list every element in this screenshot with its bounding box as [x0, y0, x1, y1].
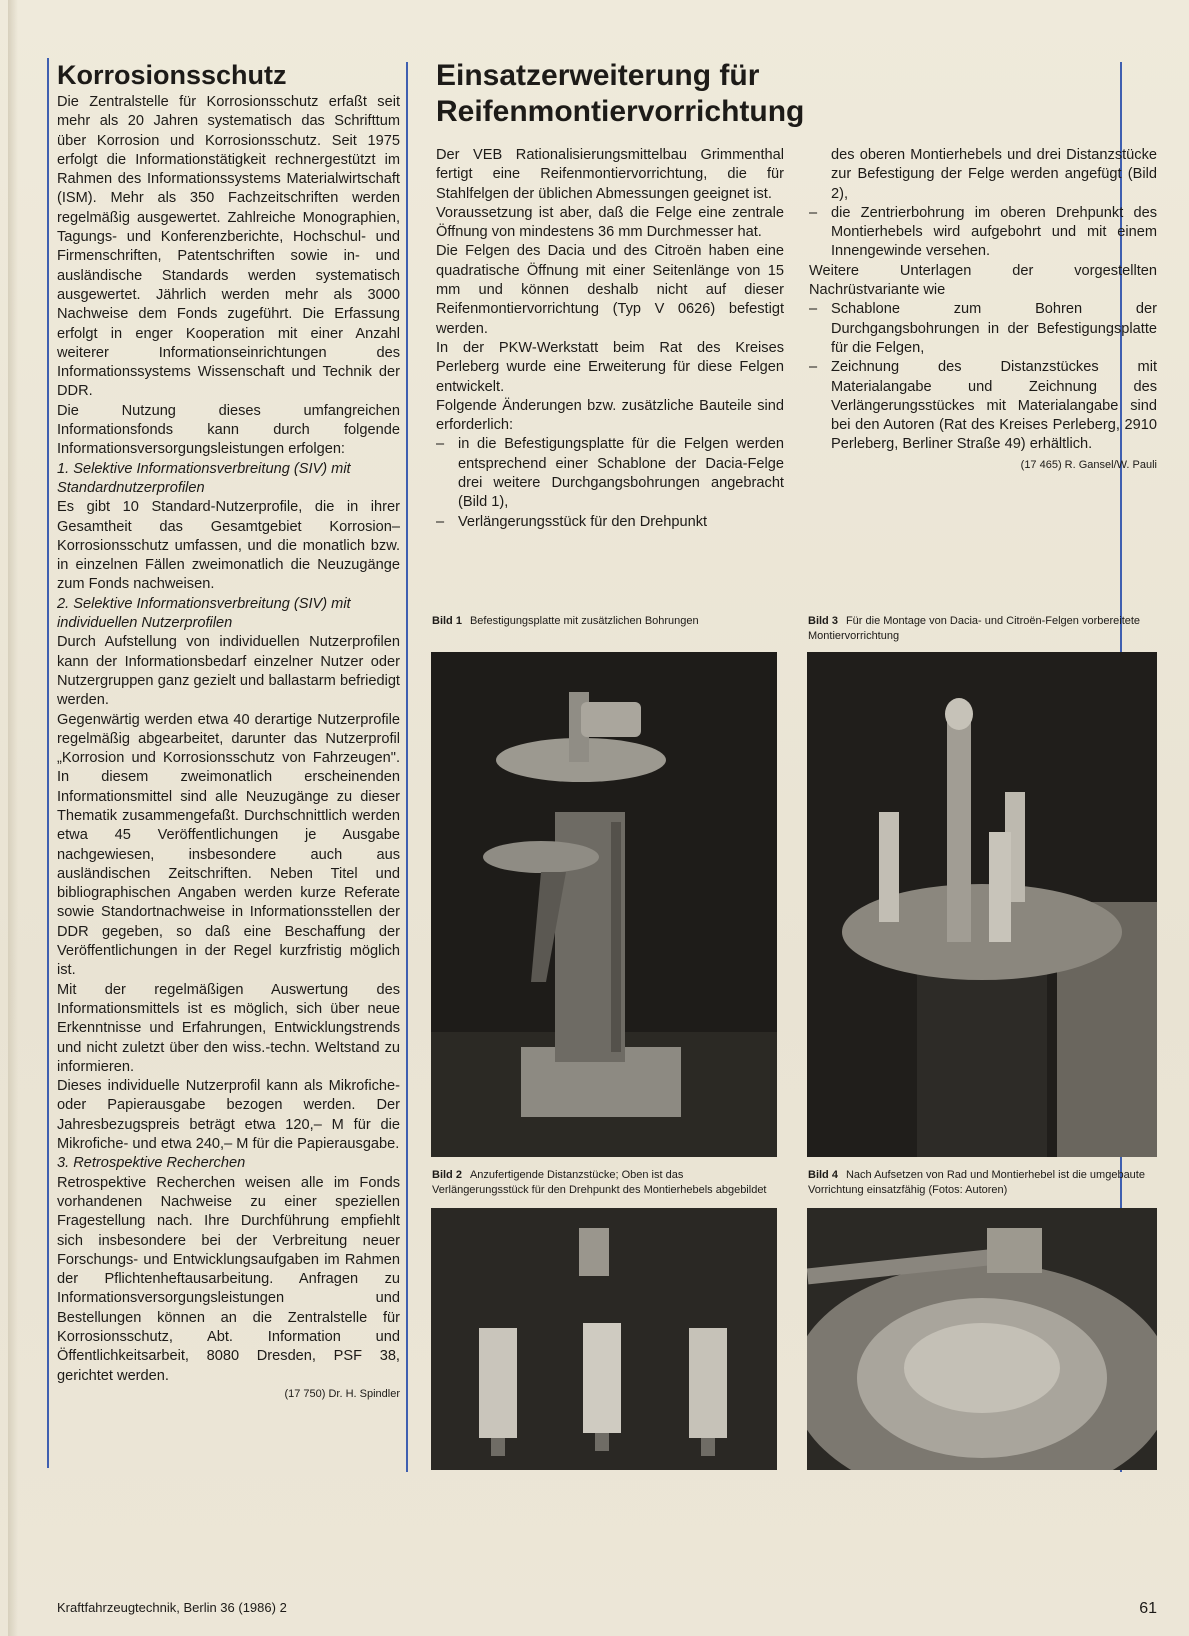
journal-citation: Kraftfahrzeugtechnik, Berlin 36 (1986) 2: [57, 1600, 287, 1615]
caption-bild-4: [808, 1168, 1153, 1198]
list-dash: –: [436, 436, 445, 453]
page-footer: [57, 1600, 1157, 1618]
article-column-2: [809, 146, 1157, 471]
list-dash: –: [436, 513, 445, 530]
paragraph: Folgende Änderungen bzw. zusätzliche Bauteile sind erforderlich:: [436, 397, 784, 434]
list-item: [809, 204, 1157, 262]
list-item: [809, 358, 1157, 454]
caption-text: Nach Aufsetzen von Rad und Montierhebel ist die umgebaute Vorrichtung einsatzfähig (Fotos: Autoren): [808, 1169, 1145, 1196]
paragraph: Die Felgen des Dacia und des Citroën haben eine quadratische Öffnung mit einer Seitenlänge von 15 mm und können deshalb nicht auf dieser Reifenmontiervorrichtung (Typ V 0626) befestigt werden.: [436, 243, 784, 337]
list-item: [436, 435, 784, 512]
list-item: [436, 513, 784, 532]
page-number: 61: [1139, 1600, 1157, 1617]
paragraph: Retrospektive Recherchen weisen alle im Fonds vorhandenen Nachweise zu einer speziellen Fragestellung nach. Ihre Durchführung empfiehlt sich insbesondere bei der Verbreitung neuer Forschungs- und Entwicklungsaufgaben im Rahmen der Pflichtenheftausarbeitung. Anfragen zu Informationsversorgungsleistungen und Bestellungen können an die Zentralstelle für Korrosionsschutz, Abt. Information und Öffentlichkeitsarbeit, 8080 Dresden, PSF 38, gerichtet werden.: [57, 1174, 400, 1384]
article-title: Korrosionsschutz: [57, 60, 287, 90]
caption-text: Befestigungsplatte mit zusätzlichen Bohrungen: [469, 615, 699, 627]
photo-bild-2: [431, 1208, 777, 1470]
caption-label: Bild 2: [432, 1169, 462, 1181]
paragraph: Die Nutzung dieses umfangreichen Informationsfonds kann durch folgende Informationsversorgungsleistungen erfolgen:: [57, 402, 400, 458]
list-dash: –: [809, 204, 818, 221]
list-text: die Zentrierbohrung im oberen Drehpunkt des Montierhebels wird aufgebohrt und mit einem Innengewinde versehen.: [831, 204, 1157, 260]
paragraph: Gegenwärtig werden etwa 40 derartige Nutzerprofile regelmäßig abgearbeitet, darunter das Nutzerprofil „Korrosion und Korrosionsschutz von Fahrzeugen". In diesem zweimonatlich erscheinenden Informationsmittel sind alle Neuzugänge zu dieser Thematik zusammengefaßt. Durchschnittlich werden etwa 45 Veröffentlichungen je Ausgabe nachgewiesen, insbesondere auch aus ausländischen Zeitschriften. Neben Titel und bibliographischen Angaben werden kurze Referate sowie Standortnachweise in Informationsstellen der DDR gegeben, so daß eine Beschaffung der Veröffentlichungen in der Regel kurzfristig möglich ist.: [57, 711, 400, 979]
article-title: [436, 58, 856, 130]
list-text: in die Befestigungsplatte für die Felgen werden entsprechend einer Schablone der Dacia-Felge drei weitere Durchgangsbohrungen angebracht (Bild 1),: [458, 436, 784, 511]
subheading: 3. Retrospektive Recherchen: [57, 1155, 246, 1172]
photo-bild-4: [807, 1208, 1157, 1470]
paragraph: In der PKW-Werkstatt beim Rat des Kreises Perleberg wurde eine Erweiterung für diese Felgen entwickelt.: [436, 339, 784, 395]
caption-label: Bild 4: [808, 1169, 838, 1181]
page-fold-shadow: [8, 0, 18, 1636]
center-column-rule: [406, 62, 408, 1472]
caption-bild-1: [432, 614, 772, 629]
list-item: [809, 300, 1157, 358]
paragraph: Die Zentralstelle für Korrosionsschutz erfaßt seit mehr als 20 Jahren systematisch das Schrifttum über Korrosion und Korrosionsschutz. Seit 1975 erfolgt die Informationstätigkeit rechnergestützt im Rahmen des Informationssystems Materialwirtschaft (ISM). Mehr als 350 Fachzeitschriften werden regelmäßig ausgewertet. Zahlreiche Monographien, Tagungs- und Konferenzberichte, Hochschul- und Firmenschriften, Patentschriften sowie in- und ausländische Standards werden systematisch ausgewertet. Jährlich werden mehr als 3000 Nachweise dem Fonds zugeführt. Die Erfassung erfolgt in enger Kooperation mit einer Anzahl weiterer Informationseinrichtungen des Informationssystems Wissenschaft und Technik der DDR.: [57, 94, 400, 400]
title-line: Reifenmontiervorrichtung: [436, 95, 805, 128]
list-text: Schablone zum Bohren der Durchgangsbohrungen in der Befestigungsplatte für die Felgen,: [831, 301, 1157, 356]
caption-text: Anzufertigende Distanzstücke; Oben ist das Verlängerungsstück für den Drehpunkt des Montierhebels abgebildet: [432, 1169, 767, 1196]
paragraph: Mit der regelmäßigen Auswertung des Informationsmittels ist es möglich, sich über neue Erkenntnisse und Erfahrungen, Entwicklungstrends und nicht zuletzt über den wiss.-techn. Weltstand zu informieren.: [57, 981, 400, 1075]
list-text: Verlängerungsstück für den Drehpunkt: [458, 513, 708, 530]
caption-text: Für die Montage von Dacia- und Citroën-Felgen vorbereitete Montiervorrichtung: [808, 615, 1141, 642]
caption-bild-2: [432, 1168, 772, 1198]
paragraph: des oberen Montierhebels und drei Distanzstücke zur Befestigung der Felge werden angefügt (Bild 2),: [831, 147, 1157, 202]
caption-label: Bild 1: [432, 615, 462, 627]
paragraph: Weitere Unterlagen der vorgestellten Nachrüstvariante wie: [809, 262, 1157, 299]
subheading: 2. Selektive Informationsverbreitung (SIV) mit individuellen Nutzerprofilen: [57, 595, 351, 632]
list-dash: –: [809, 359, 818, 376]
paragraph: Dieses individuelle Nutzerprofil kann als Mikrofiche- oder Papierausgabe bezogen werden. Der Jahresbezugspreis beträgt etwa 120,– M für die Mikrofiche- und etwa 240,– M für die Papierausgabe.: [57, 1078, 400, 1153]
list-text: Zeichnung des Distanzstückes mit Materialangabe und Zeichnung des Verlängerungsstückes mit Materialangabe sind bei den Autoren (Rat des Kreises Perleberg, 2910 Perleberg, Berliner Straße 49) erhältlich.: [831, 359, 1157, 453]
paragraph: Durch Aufstellung von individuellen Nutzerprofilen kann der Informationsbedarf einzelner Nutzer oder Nutzergruppen ganz gezielt und ballastarm befriedigt werden.: [57, 634, 400, 709]
left-column-rule: [47, 58, 49, 1468]
caption-bild-3: [808, 614, 1153, 644]
author-line: (17 750) Dr. H. Spindler: [284, 1387, 400, 1400]
paragraph: Der VEB Rationalisierungsmittelbau Grimmenthal fertigt eine Reifenmontiervorrichtung, die für Stahlfelgen der üblichen Abmessungen geeignet ist.: [436, 147, 784, 202]
article-korrosionsschutz: [57, 60, 400, 1400]
article-column-1: [436, 146, 784, 532]
author-line: (17 465) R. Gansel/W. Pauli: [1020, 458, 1157, 471]
subheading: 1. Selektive Informationsverbreitung (SIV) mit Standardnutzerprofilen: [57, 460, 351, 496]
list-dash: –: [809, 301, 818, 318]
paragraph: Es gibt 10 Standard-Nutzerprofile, die in ihrer Gesamtheit das Gesamtgebiet Korrosion–Korrosionsschutz umfassen, und die monatlich bzw. in einzelnen Fällen zweimonatlich die Neuzugänge zum Fonds nachweisen.: [57, 499, 400, 593]
photo-bild-1: [431, 652, 777, 1157]
photo-bild-3: [807, 652, 1157, 1157]
title-line: Einsatzerweiterung für: [436, 59, 760, 92]
caption-label: Bild 3: [808, 615, 838, 627]
paragraph: Voraussetzung ist aber, daß die Felge eine zentrale Öffnung von mindestens 36 mm Durchmesser hat.: [436, 204, 784, 241]
